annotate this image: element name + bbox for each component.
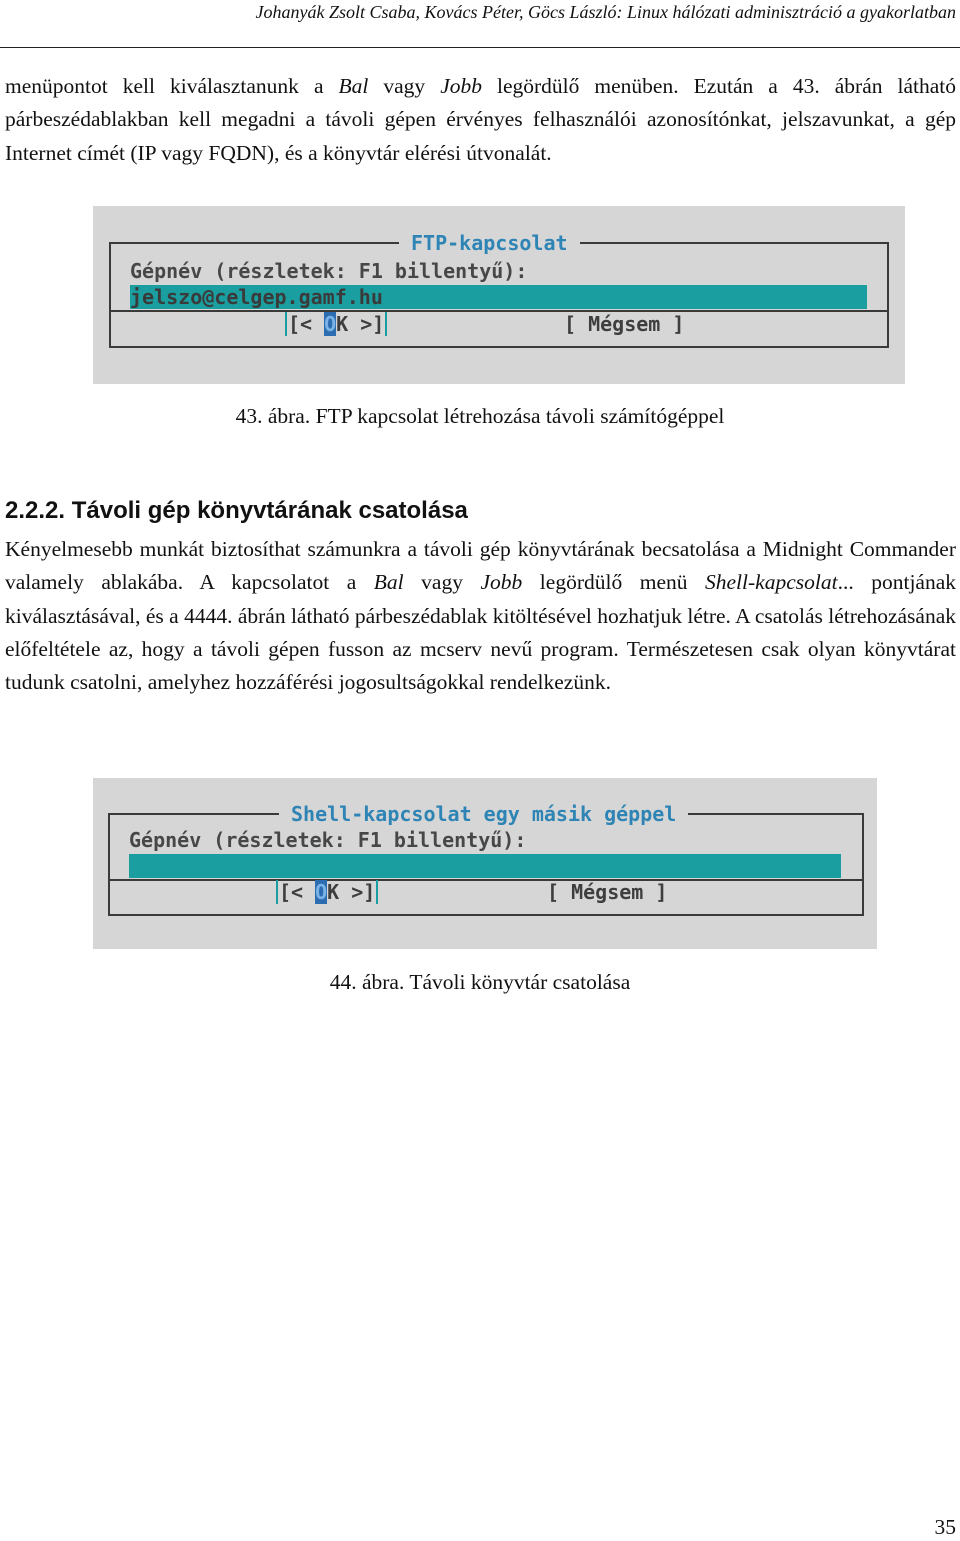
figure-44-caption: [0, 968, 960, 996]
menu-name-right: Jobb: [440, 74, 482, 98]
caption-text: . ábra. Távoli könyvtár csatolása: [351, 970, 631, 994]
menu-name-left: Bal: [373, 570, 404, 595]
hostname-prompt: Gépnév (részletek: F1 billentyű):: [129, 828, 527, 852]
text-run: legördülő menü: [522, 570, 706, 595]
ftp-dialog-frame: [109, 231, 889, 348]
figure-43-caption: [0, 402, 960, 430]
text-run: menüpontot kell kiválasztanunk a: [5, 74, 339, 98]
page-number: 35: [934, 1515, 956, 1539]
ok-button-left: [<: [279, 880, 316, 904]
dialog-title: Shell-kapcsolat egy másik géppel: [279, 802, 688, 826]
caption-number: 44: [329, 970, 352, 994]
caption-number: 43: [235, 404, 258, 428]
figure-ftp-dialog: [93, 206, 905, 384]
section-heading: 2.2.2. Távoli gép könyvtárának csatolása: [5, 497, 468, 524]
ok-button-right: K >]: [327, 880, 376, 904]
text-run: vagy: [403, 570, 481, 595]
ok-button-right: K >]: [336, 312, 385, 336]
hostname-input[interactable]: jelszo@celgep.gamf.hu: [130, 285, 867, 309]
cancel-button[interactable]: [ Mégsem ]: [547, 880, 668, 904]
shell-dialog-frame: [108, 802, 864, 916]
text-run: ... pontjának kiválasztásával, és a 4444. ábrán látható párbeszédablak kitöltésével hozhatjuk létre. A csatolás létrehozásának előfeltétele az, hogy a távoli gépen fusson az mcserv nevű program. Természetesen csak olyan könyvtárat tudunk csatolni, amelyhez hozzáférési jogosultságokkal rendelkezünk.: [5, 570, 957, 695]
hostname-prompt: Gépnév (részletek: F1 billentyű):: [130, 259, 528, 283]
dialog-divider: [111, 310, 887, 312]
figure-shell-dialog: [93, 778, 877, 949]
ok-button[interactable]: [276, 880, 378, 904]
text-run: Kényelmesebb munkát biztosíthat számunkra a távoli gép könyvtárának becsatolása a Midnight Commander valamely ablakába. A kapcsolatot a: [5, 537, 956, 595]
body-paragraph: [5, 533, 956, 699]
ok-button-left: [<: [288, 312, 325, 336]
menu-item-shell: Shell-kapcsolat: [705, 570, 838, 595]
dialog-divider: [110, 879, 862, 881]
ok-button-hotkey: O: [324, 312, 337, 336]
intro-paragraph: [5, 70, 956, 170]
menu-name-right: Jobb: [480, 570, 523, 595]
dialog-title: FTP-kapcsolat: [399, 231, 580, 255]
menu-name-left: Bal: [338, 74, 369, 98]
text-run: legördülő menüben. Ezután a 43. ábrán látható párbeszédablakban kell megadni a távoli gépen érvényes felhasználói azonosítónkat, jelszavunkat, a gép Internet címét (IP vagy FQDN), és a könyvtár elérési útvonalát.: [5, 74, 957, 165]
ok-button[interactable]: [285, 312, 387, 336]
caption-text: . ábra. FTP kapcsolat létrehozása távoli számítógéppel: [257, 404, 725, 428]
cancel-button[interactable]: [ Mégsem ]: [564, 312, 685, 336]
text-run: vagy: [368, 74, 441, 98]
ok-button-hotkey: O: [315, 880, 328, 904]
running-header: Johanyák Zsolt Csaba, Kovács Péter, Göcs László: Linux hálózati adminisztráció a gyakorlatban: [0, 0, 960, 48]
hostname-input[interactable]: [129, 854, 841, 878]
